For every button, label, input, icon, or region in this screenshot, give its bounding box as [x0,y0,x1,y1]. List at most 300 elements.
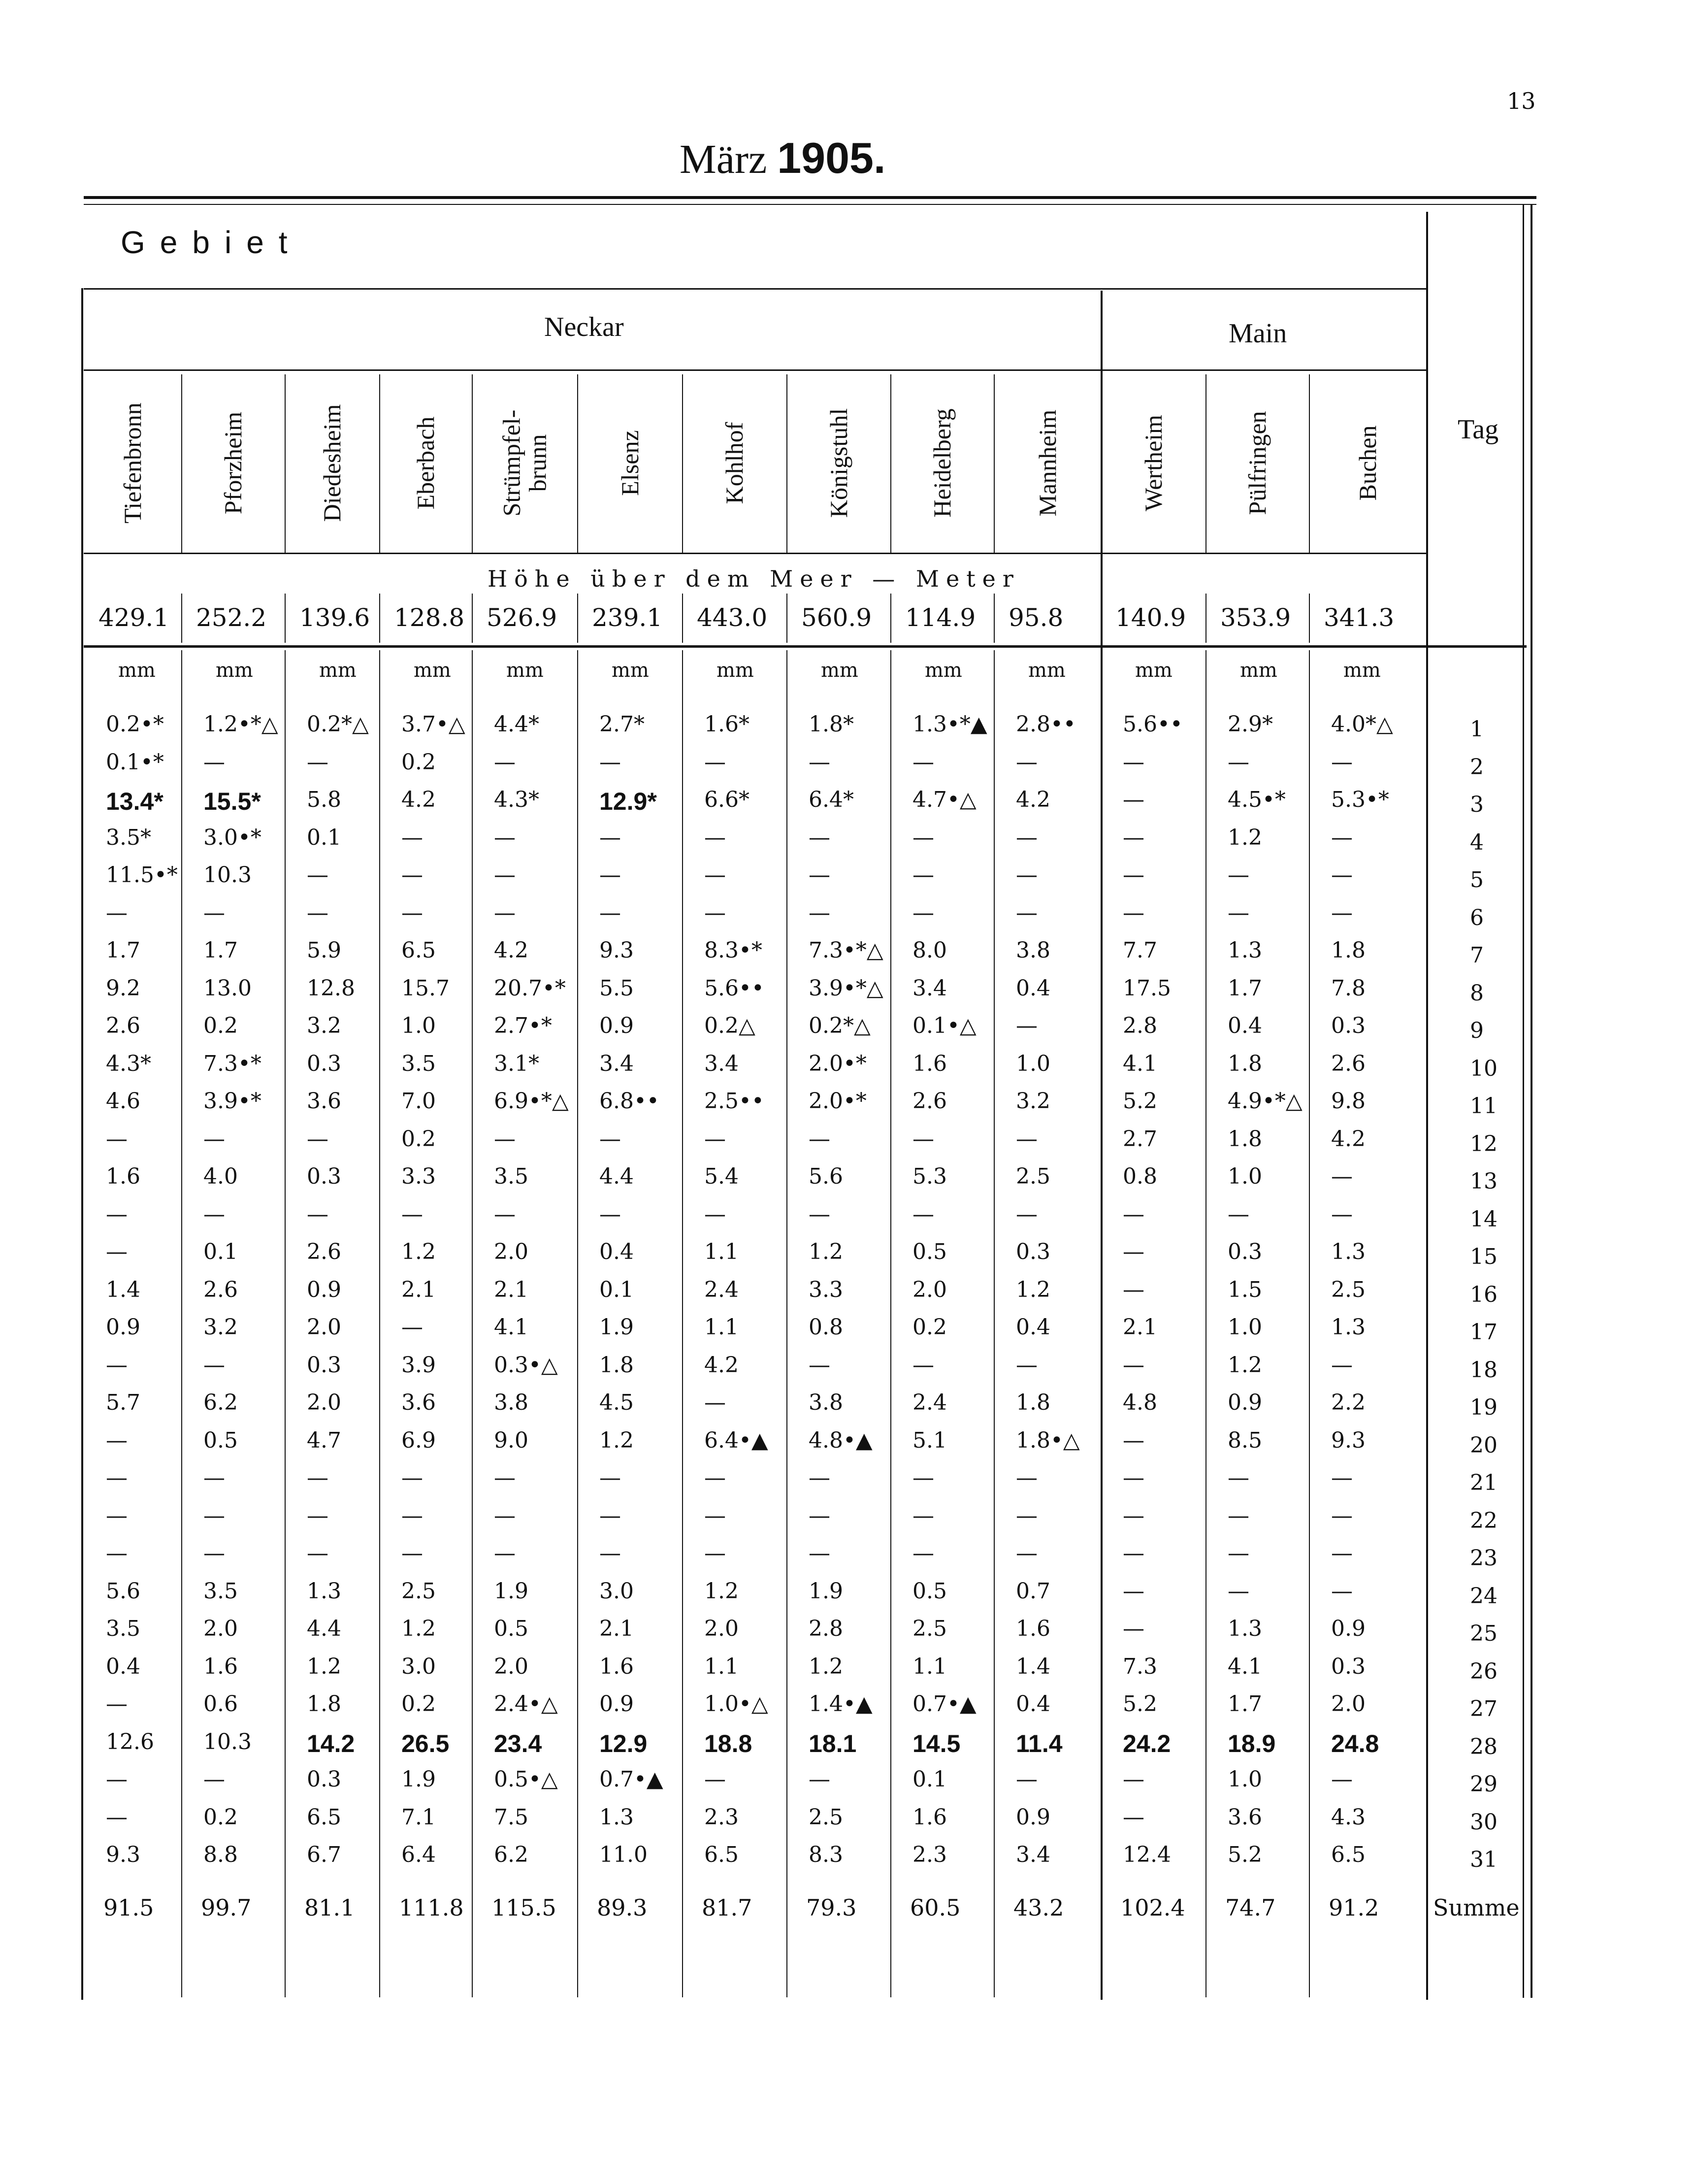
table-cell: 1.3 [599,1804,634,1830]
table-cell: — [1016,900,1038,926]
table-cell: — [401,1541,423,1566]
table-cell: 3.2 [307,1013,341,1038]
table-cell: — [307,1541,328,1566]
table-cell: 0.2 [203,1804,238,1830]
table-cell: 2.8 [809,1616,843,1641]
right-border-1 [1523,205,1524,1998]
table-cell: 0.6 [203,1691,238,1717]
day-number: 16 [1470,1282,1498,1307]
table-cell: 0.5 [912,1239,947,1264]
table-cell: 4.2 [1331,1126,1366,1152]
hoehe-header: Höhe über dem Meer — Meter [488,565,1020,592]
table-cell: 24.8 [1331,1729,1379,1757]
table-cell: — [809,862,830,888]
table-cell: 4.7 [307,1427,341,1453]
table-cell: 1.7 [106,938,140,963]
table-cell: 1.7 [1228,1691,1262,1717]
table-cell: 2.0 [307,1390,341,1415]
table-cell: 3.4 [599,1051,634,1076]
table-cell: 0.3 [1331,1654,1366,1679]
table-cell: — [1331,862,1353,888]
table-cell: — [307,749,328,775]
station-sum: 60.5 [910,1894,961,1921]
unit-label: mm [612,659,649,682]
table-cell: 1.8 [1228,1126,1262,1152]
table-cell: — [704,749,726,775]
table-cell: 13.4* [106,788,163,815]
table-cell: 3.8 [494,1390,528,1415]
table-cell: 4.5•* [1228,787,1286,812]
table-cell: 2.0 [203,1616,238,1641]
table-cell: — [1016,1541,1038,1566]
altitude-separator [994,594,995,643]
table-cell: 5.2 [1123,1089,1157,1114]
table-cell: 0.4 [1228,1013,1262,1038]
table-cell: — [704,1465,726,1490]
table-cell: 1.7 [1228,975,1262,1001]
table-cell: — [704,1767,726,1792]
table-cell: 3.4 [704,1051,739,1076]
table-cell: — [203,1201,225,1227]
group-rule [84,369,1427,371]
table-cell: 1.1 [704,1654,739,1679]
table-cell: 0.1 [599,1277,634,1302]
table-cell: 6.4* [809,787,854,812]
table-cell: — [1016,1126,1038,1152]
table-cell: 1.1 [704,1315,739,1340]
table-cell: 15.7 [401,975,450,1001]
table-cell: — [494,749,516,775]
table-cell: — [494,1201,516,1227]
table-cell: 1.6 [106,1164,140,1189]
station-sum: 74.7 [1225,1894,1276,1921]
table-cell: — [704,1541,726,1566]
table-cell: 8.8 [203,1842,238,1867]
station-sum: 115.5 [491,1894,556,1921]
station-name [1205,374,1309,552]
table-cell: 6.2 [494,1842,528,1867]
station-name-text: Mannheim [1033,409,1061,517]
table-cell: 0.4 [1016,1691,1050,1717]
table-cell: — [809,749,830,775]
table-cell: 1.9 [401,1767,436,1792]
table-cell: 2.2 [1331,1390,1366,1415]
group-neckar: Neckar [544,312,624,342]
table-cell: 1.2 [1016,1277,1050,1302]
table-cell: 6.6* [704,787,749,812]
station-name-text: Elsenz [616,430,644,496]
table-cell: 7.3•*△ [809,938,883,963]
table-cell: 4.1 [1228,1654,1262,1679]
table-cell: — [203,1767,225,1792]
table-cell: — [599,900,621,926]
station-altitude: 128.8 [394,603,465,632]
table-cell: 0.8 [809,1315,843,1340]
table-cell: 0.4 [599,1239,634,1264]
table-cell: 1.2 [401,1239,436,1264]
table-cell: 1.2 [809,1654,843,1679]
table-cell: — [106,1541,128,1566]
table-cell: 4.8 [1123,1390,1157,1415]
table-cell: 2.6 [203,1277,238,1302]
station-name [285,374,379,552]
table-cell: 4.7•△ [912,787,977,812]
table-cell: 0.1•△ [912,1013,977,1038]
station-name [577,374,682,552]
table-cell: — [1228,1578,1249,1604]
altitude-separator [285,594,286,643]
table-cell: — [1123,1239,1144,1264]
table-cell: 2.5•• [704,1089,764,1114]
table-cell: 7.5 [494,1804,528,1830]
table-cell: 5.6•• [704,975,764,1001]
table-cell: 0.3 [1331,1013,1366,1038]
table-cell: — [912,1465,934,1490]
unit-label: mm [118,659,156,682]
table-cell: — [1016,1201,1038,1227]
table-cell: 11.4 [1016,1729,1063,1757]
unit-label: mm [1343,659,1381,682]
day-number: 9 [1470,1018,1484,1043]
table-cell: 3.9•*△ [809,975,883,1001]
station-name-text: Diedesheim [318,404,346,522]
table-cell: — [912,862,934,888]
table-cell: 0.2*△ [809,1013,871,1038]
table-cell: 0.4 [1016,1315,1050,1340]
table-cell: 1.7 [203,938,238,963]
data-column-separator [285,650,286,1997]
day-number: 27 [1470,1696,1498,1721]
table-cell: 6.5 [1331,1842,1366,1867]
table-cell: 3.0 [599,1578,634,1604]
table-cell: — [1228,862,1249,888]
table-cell: — [203,749,225,775]
table-cell: 4.2 [704,1352,739,1378]
altitude-separator [577,594,578,643]
table-cell: — [401,1201,423,1227]
table-cell: — [1123,1804,1144,1830]
table-cell: 0.9 [1016,1804,1050,1830]
table-cell: 7.1 [401,1804,436,1830]
table-cell: — [401,1465,423,1490]
table-cell: 3.9 [401,1352,436,1378]
table-cell: 5.7 [106,1390,140,1415]
table-cell: 10.3 [203,1729,252,1754]
table-cell: — [1331,1578,1353,1604]
table-cell: 24.2 [1123,1729,1171,1757]
table-cell: 17.5 [1123,975,1171,1001]
table-cell: 5.5 [599,975,634,1001]
table-cell: — [1016,1352,1038,1378]
table-cell: 0.2*△ [307,712,369,737]
table-cell: 4.9•*△ [1228,1089,1303,1114]
altitude-separator [1205,594,1206,643]
table-cell: 0.1 [912,1767,947,1792]
title-year: 1905. [777,133,886,182]
table-cell: 1.8* [809,712,854,737]
table-cell: 3.6 [401,1390,436,1415]
table-cell: 15.5* [203,788,261,815]
table-cell: 4.3* [494,787,539,812]
table-cell: 12.4 [1123,1842,1171,1867]
station-altitude: 239.1 [592,603,663,632]
day-number: 17 [1470,1320,1498,1345]
table-cell: 1.3 [1228,1616,1262,1641]
table-cell: — [1123,1767,1144,1792]
table-cell: 5.6•• [1123,712,1183,737]
table-cell: 1.8•△ [1016,1427,1080,1453]
table-cell: 1.8 [307,1691,341,1717]
table-cell: 1.0 [1228,1164,1262,1189]
table-cell: — [1331,749,1353,775]
title-month: März [680,136,767,182]
table-cell: 14.2 [307,1729,355,1757]
table-cell: 1.2 [704,1578,739,1604]
day-number: 28 [1470,1734,1498,1759]
table-cell: — [1331,1465,1353,1490]
table-cell: 0.5 [912,1578,947,1604]
table-cell: 4.2 [401,787,436,812]
table-cell: 5.8 [307,787,341,812]
table-cell: 1.1 [912,1654,947,1679]
table-cell: 2.0•* [809,1089,867,1114]
table-cell: — [494,1465,516,1490]
table-cell: 4.3 [1331,1804,1366,1830]
left-border [81,288,83,2000]
header-bottom-rule [84,645,1527,648]
table-cell: 0.3 [307,1051,341,1076]
table-cell: — [1123,825,1144,850]
table-cell: 4.0*△ [1331,712,1393,737]
data-column-separator [1205,650,1206,1997]
table-cell: 0.2 [912,1315,947,1340]
table-cell: — [1016,1465,1038,1490]
table-cell: 0.2△ [704,1013,755,1038]
table-cell: 10.3 [203,862,252,888]
table-cell: — [1016,862,1038,888]
table-cell: 4.2 [494,938,528,963]
table-cell: 1.4•▲ [809,1691,873,1717]
table-cell: 9.3 [599,938,634,963]
table-cell: 0.2 [401,1691,436,1717]
table-cell: — [1123,1578,1144,1604]
table-cell: 3.5 [203,1578,238,1604]
table-cell: 2.0 [307,1315,341,1340]
table-cell: 2.5 [1331,1277,1366,1302]
day-number: 26 [1470,1658,1498,1684]
station-name-text: Heidelberg [928,408,956,518]
unit-label: mm [1028,659,1066,682]
table-cell: 0.3 [1228,1239,1262,1264]
table-cell: 3.5 [106,1616,140,1641]
table-cell: — [494,825,516,850]
day-number: 3 [1470,792,1484,817]
table-cell: 0.8 [1123,1164,1157,1189]
table-cell: — [809,1201,830,1227]
station-sum: 91.5 [103,1894,154,1921]
station-name [682,374,786,552]
table-cell: — [203,1541,225,1566]
table-cell: 1.5 [1228,1277,1262,1302]
table-cell: 3.5 [494,1164,528,1189]
table-cell: — [494,900,516,926]
table-cell: 3.6 [307,1089,341,1114]
table-cell: — [494,1503,516,1528]
table-cell: 4.8•▲ [809,1427,873,1453]
data-column-separator [994,650,995,1997]
table-cell: — [912,825,934,850]
table-cell: 4.4* [494,712,539,737]
table-cell: 11.0 [599,1842,648,1867]
top-rule-thick [84,196,1536,199]
table-cell: — [599,1541,621,1566]
table-cell: — [1228,1201,1249,1227]
table-cell: 3.8 [1016,938,1050,963]
tag-header: Tag [1458,414,1499,445]
table-cell: 6.9•*△ [494,1089,569,1114]
table-cell: 1.6 [1016,1616,1050,1641]
table-cell: — [599,749,621,775]
table-cell: 2.4 [704,1277,739,1302]
table-cell: — [307,900,328,926]
data-column-separator [181,650,182,1997]
table-cell: 0.2 [401,1126,436,1152]
table-cell: — [912,1541,934,1566]
table-cell: — [1123,787,1144,812]
station-altitude: 252.2 [196,603,267,632]
unit-label: mm [506,659,544,682]
table-cell: 3.3 [401,1164,436,1189]
table-cell: 3.5 [401,1051,436,1076]
table-cell: 0.1 [307,825,341,850]
table-cell: 0.1 [203,1239,238,1264]
table-cell: — [1228,1465,1249,1490]
table-cell: 2.3 [912,1842,947,1867]
table-cell: 1.6* [704,712,749,737]
table-cell: 6.7 [307,1842,341,1867]
station-sum: 102.4 [1120,1894,1185,1921]
table-cell: 1.1 [704,1239,739,1264]
table-cell: 0.9 [307,1277,341,1302]
right-border-2 [1531,205,1532,1998]
table-cell: 5.6 [106,1578,140,1604]
station-name [181,374,285,552]
table-cell: 4.1 [1123,1051,1157,1076]
unit-label: mm [821,659,858,682]
table-cell: — [1331,1201,1353,1227]
table-cell: — [1331,1164,1353,1189]
table-cell: 6.5 [704,1842,739,1867]
table-cell: — [912,1352,934,1378]
day-number: 29 [1470,1772,1498,1797]
table-cell: 2.4 [912,1390,947,1415]
table-cell: 4.2 [1016,787,1050,812]
table-cell: — [704,1503,726,1528]
table-cell: 7.0 [401,1089,436,1114]
table-cell: 2.0 [494,1654,528,1679]
day-number: 8 [1470,980,1484,1006]
page-number: 13 [1507,88,1536,114]
day-number: 15 [1470,1244,1498,1269]
table-cell: — [599,1503,621,1528]
day-number: 21 [1470,1470,1498,1495]
table-cell: — [1331,1767,1353,1792]
table-cell: 1.9 [599,1315,634,1340]
table-cell: 2.0 [704,1616,739,1641]
table-cell: 2.6 [1331,1051,1366,1076]
table-cell: 2.8•• [1016,712,1076,737]
table-cell: 2.9* [1228,712,1273,737]
table-cell: 0.9 [106,1315,140,1340]
table-cell: — [809,1767,830,1792]
data-column-separator [682,650,683,1997]
table-cell: 1.2 [1228,1352,1262,1378]
table-cell: 3.6 [1228,1804,1262,1830]
station-name [890,374,994,552]
table-cell: 3.7•△ [401,712,465,737]
table-cell: — [599,1201,621,1227]
table-cell: 7.8 [1331,975,1366,1001]
table-cell: 2.1 [401,1277,436,1302]
table-cell: 1.4 [1016,1654,1050,1679]
table-cell: 12.6 [106,1729,154,1754]
altitude-separator [472,594,473,643]
station-sum: 111.8 [399,1894,464,1921]
table-cell: — [106,1804,128,1830]
table-cell: 3.8 [809,1390,843,1415]
table-cell: 3.4 [1016,1842,1050,1867]
table-cell: 9.3 [1331,1427,1366,1453]
table-cell: 2.5 [809,1804,843,1830]
table-cell: — [1331,1352,1353,1378]
table-cell: 2.5 [1016,1164,1050,1189]
table-cell: 1.6 [912,1804,947,1830]
station-altitude: 429.1 [98,603,169,632]
table-cell: — [401,1315,423,1340]
data-column-separator [1309,650,1310,1997]
table-cell: 0.5 [494,1616,528,1641]
table-cell: — [307,862,328,888]
table-cell: 9.0 [494,1427,528,1453]
table-cell: 0.9 [599,1013,634,1038]
table-cell: 1.0 [1228,1767,1262,1792]
table-cell: — [809,1352,830,1378]
table-cell: 6.4 [401,1842,436,1867]
table-cell: 2.0 [1331,1691,1366,1717]
table-cell: 1.6 [912,1051,947,1076]
table-cell: — [106,900,128,926]
data-column-separator [577,650,578,1997]
table-cell: — [1123,1503,1144,1528]
day-number: 14 [1470,1206,1498,1232]
table-cell: 4.1 [494,1315,528,1340]
table-cell: 2.0•* [809,1051,867,1076]
table-cell: — [1016,825,1038,850]
table-cell: — [106,1201,128,1227]
table-cell: 0.9 [1331,1616,1366,1641]
table-cell: 1.2 [1228,825,1262,850]
table-cell: 3.0 [401,1654,436,1679]
table-cell: — [1331,900,1353,926]
table-cell: — [401,862,423,888]
table-cell: 2.7•* [494,1013,552,1038]
table-cell: 4.4 [307,1616,341,1641]
day-number: 1 [1470,717,1484,742]
table-cell: — [401,825,423,850]
table-cell: — [912,749,934,775]
table-cell: 2.7 [1123,1126,1157,1152]
table-cell: 1.0•△ [704,1691,768,1717]
